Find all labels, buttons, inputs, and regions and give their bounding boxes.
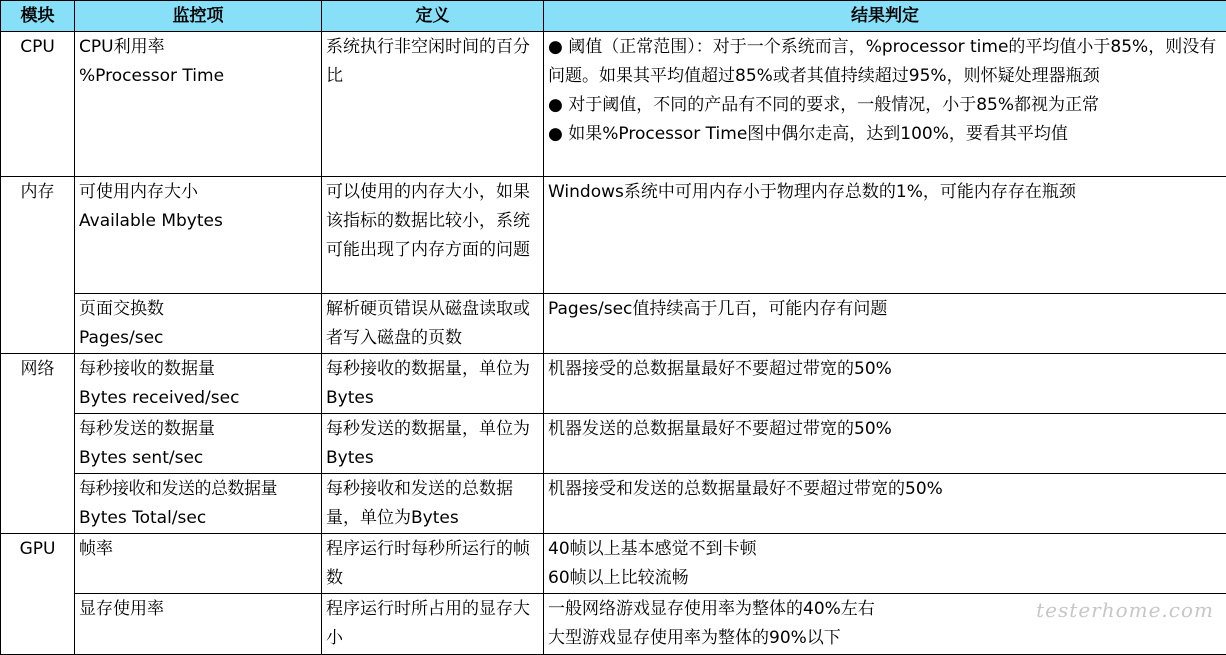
item-name: 可使用内存大小	[79, 178, 317, 207]
table-row	[1, 534, 1226, 594]
result-text: 一般网络游戏显存使用率为整体的40%左右	[548, 595, 1222, 624]
item-counter: Bytes sent/sec	[79, 444, 317, 473]
definition-cell: 每秒接收和发送的总数据量，单位为Bytes	[322, 474, 544, 534]
definition-cell: 解析硬页错误从磁盘读取或者写入磁盘的页数	[322, 294, 544, 354]
item-cell	[75, 534, 322, 594]
item-cell	[75, 32, 322, 177]
result-text: Pages/sec值持续高于几百，可能内存有问题	[548, 295, 1222, 324]
item-cell	[75, 474, 322, 534]
item-name: CPU利用率	[79, 33, 317, 62]
item-counter: Bytes received/sec	[79, 384, 317, 413]
item-counter: %Processor Time	[79, 62, 317, 91]
result-cell	[544, 32, 1226, 177]
definition-cell: 程序运行时所占用的显存大小	[322, 594, 544, 655]
result-cell	[544, 294, 1226, 354]
result-cell	[544, 474, 1226, 534]
result-text: 40帧以上基本感觉不到卡顿	[548, 535, 1222, 564]
result-cell	[544, 414, 1226, 474]
item-cell	[75, 414, 322, 474]
table-row	[1, 354, 1226, 414]
table-row	[1, 32, 1226, 177]
item-counter: Available Mbytes	[79, 207, 317, 236]
header-item: 监控项	[75, 1, 322, 32]
item-name: 帧率	[79, 535, 317, 564]
header-module: 模块	[1, 1, 75, 32]
item-name: 页面交换数	[79, 295, 317, 324]
result-bullet: ● 阈值（正常范围）：对于一个系统而言，%processor time的平均值小于85%，则没有问题。如果其平均值超过85%或者其值持续超过95%，则怀疑处理器瓶颈	[548, 33, 1222, 91]
module-cell: GPU	[1, 534, 75, 655]
table-row	[1, 294, 1226, 354]
item-cell	[75, 354, 322, 414]
header-definition: 定义	[322, 1, 544, 32]
header-result: 结果判定	[544, 1, 1226, 32]
result-bullet: ● 如果%Processor Time图中偶尔走高，达到100%，要看其平均值	[548, 120, 1222, 149]
item-name: 每秒接收和发送的总数据量	[79, 475, 317, 504]
module-cell: CPU	[1, 32, 75, 177]
result-cell	[544, 534, 1226, 594]
item-cell	[75, 177, 322, 294]
header-row	[1, 1, 1226, 32]
definition-cell: 系统执行非空闲时间的百分比	[322, 32, 544, 177]
item-name: 显存使用率	[79, 595, 317, 624]
result-cell	[544, 354, 1226, 414]
module-cell: 内存	[1, 177, 75, 354]
definition-cell: 每秒发送的数据量，单位为Bytes	[322, 414, 544, 474]
module-cell: 网络	[1, 354, 75, 534]
item-name: 每秒发送的数据量	[79, 415, 317, 444]
table-row	[1, 177, 1226, 294]
table-row	[1, 474, 1226, 534]
result-cell	[544, 177, 1226, 294]
watermark-logo: testerhome.com	[1036, 598, 1214, 622]
result-text: 60帧以上比较流畅	[548, 564, 1222, 593]
result-text: 大型游戏显存使用率为整体的90%以下	[548, 624, 1222, 653]
definition-cell: 可以使用的内存大小，如果该指标的数据比较小，系统可能出现了内存方面的问题	[322, 177, 544, 294]
result-bullet: ● 对于阈值，不同的产品有不同的要求，一般情况，小于85%都视为正常	[548, 91, 1222, 120]
result-text: Windows系统中可用内存小于物理内存总数的1%，可能内存存在瓶颈	[548, 178, 1222, 207]
item-counter: Bytes Total/sec	[79, 504, 317, 533]
item-name: 每秒接收的数据量	[79, 355, 317, 384]
result-text: 机器发送的总数据量最好不要超过带宽的50%	[548, 415, 1222, 444]
item-cell	[75, 294, 322, 354]
table-row	[1, 414, 1226, 474]
definition-cell: 每秒接收的数据量，单位为Bytes	[322, 354, 544, 414]
result-text: 机器接受的总数据量最好不要超过带宽的50%	[548, 355, 1222, 384]
definition-cell: 程序运行时每秒所运行的帧数	[322, 534, 544, 594]
item-cell	[75, 594, 322, 655]
item-counter: Pages/sec	[79, 324, 317, 353]
result-text: 机器接受和发送的总数据量最好不要超过带宽的50%	[548, 475, 1222, 504]
